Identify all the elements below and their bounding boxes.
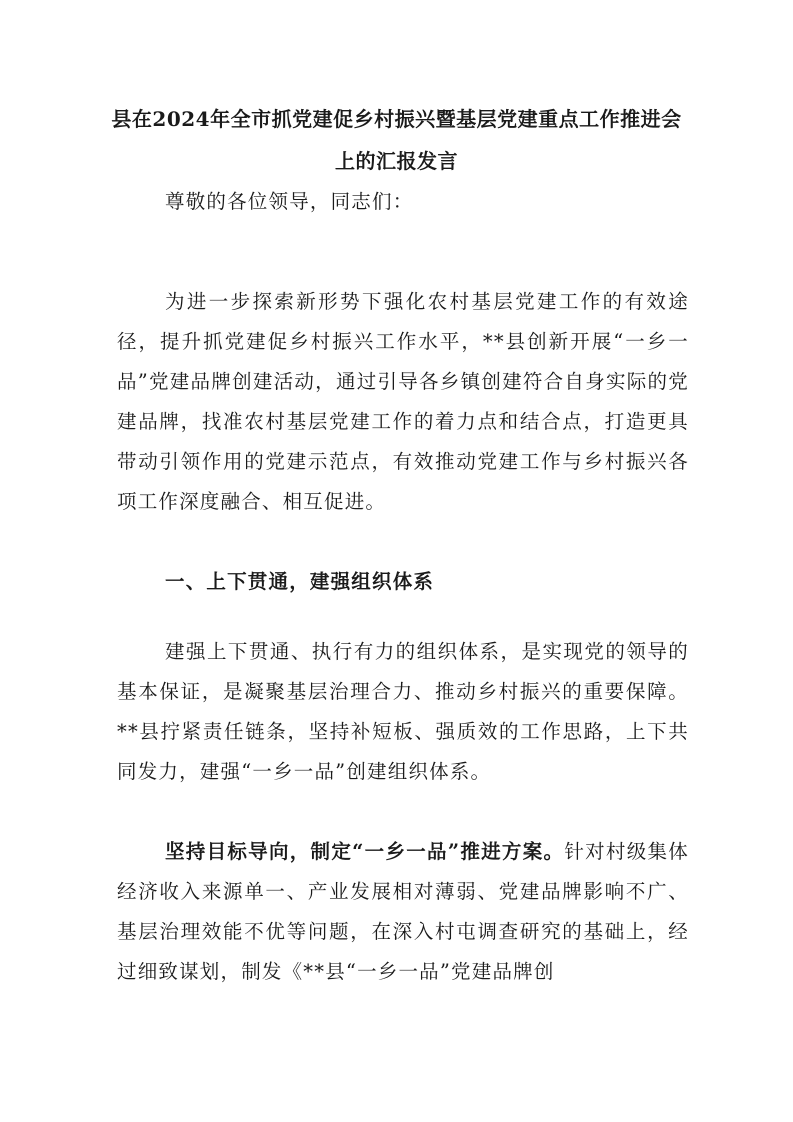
point-body-text: 针对村级集体经济收入来源单一、产业发展相对薄弱、党建品牌影响不广、基层治理效能不优等问题，在深入村屯调查研究的基础上，经过细致谋划，制发《**县“一乡一品”党建品牌创 <box>117 840 690 983</box>
document-title: 县在2024年全市抓党建促乡村振兴暨基层党建重点工作推进会上的汇报发言 <box>111 107 682 173</box>
section-body-paragraph: 建强上下贯通、执行有力的组织体系，是实现党的领导的基本保证，是凝聚基层治理合力、推动乡村振兴的重要保障。**县拧紧责任链条，坚持补短板、强质效的工作思路，上下共同发力，建强“一乡一品”创建组织体系。 <box>117 640 689 783</box>
intro-paragraph: 为进一步探索新形势下强化农村基层党建工作的有效途径，提升抓党建促乡村振兴工作水平，**县创新开展“一乡一品”党建品牌创建活动，通过引导各乡镇创建符合自身实际的党建品牌，找准农村基层党建工作的着力点和结合点，打造更具带动引领作用的党建示范点，有效推动党建工作与乡村振兴各项工作深度融合、相互促进。 <box>117 290 689 513</box>
section-heading: 一、上下贯通，建强组织体系 <box>165 570 435 593</box>
point-lead-sentence: 坚持目标导向，制定“一乡一品”推进方案。 <box>165 840 565 863</box>
point-paragraph <box>117 832 689 992</box>
salutation: 尊敬的各位领导，同志们： <box>165 190 414 213</box>
